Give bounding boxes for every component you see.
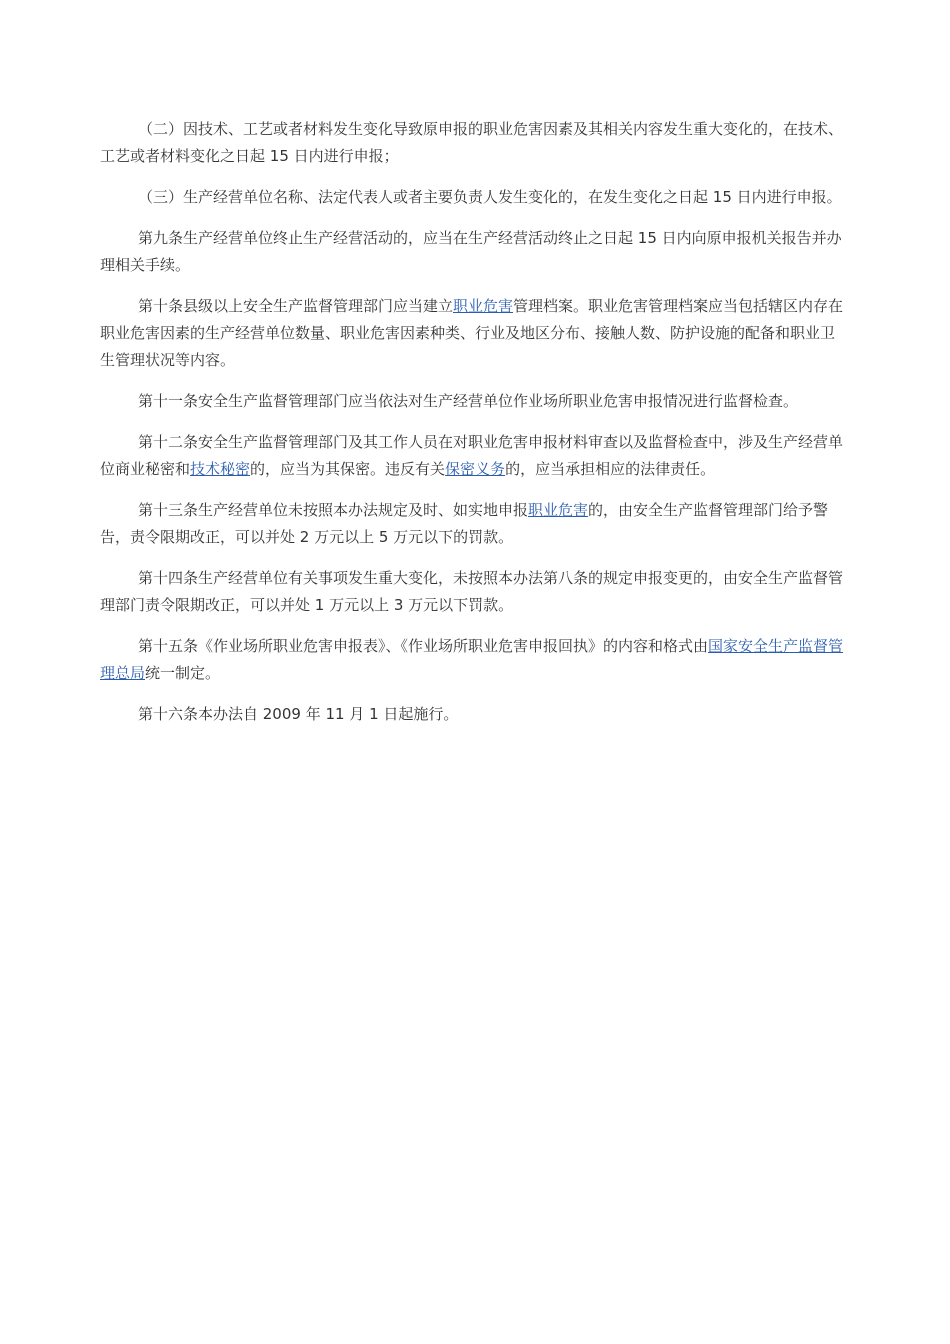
document-body (100, 116, 846, 742)
hyperlink[interactable]: 职业危害 (453, 297, 514, 315)
paragraph-text: 第十条县级以上安全生产监督管理部门应当建立 (138, 297, 454, 315)
paragraph-p1 (100, 116, 846, 170)
paragraph-p7 (100, 497, 846, 551)
paragraph-p6 (100, 429, 846, 483)
paragraph-text: 第十二条安全生产监督管理部门及其工作人员在对职业危害申报材料审查以及监督检查中，涉及生产经营单位商业秘密和 (100, 433, 844, 478)
paragraph-text: 第十六条本办法自 2009 年 11 月 1 日起施行。 (138, 705, 459, 723)
paragraph-text: 统一制定。 (145, 664, 221, 682)
paragraph-text: 第十三条生产经营单位未按照本办法规定及时、如实地申报 (138, 501, 529, 519)
paragraph-text: 第十五条《作业场所职业危害申报表》、《作业场所职业危害申报回执》的内容和格式由 (138, 637, 709, 655)
paragraph-text: 的，应当承担相应的法律责任。 (505, 460, 716, 478)
hyperlink[interactable]: 职业危害 (528, 501, 589, 519)
paragraph-text: 管理档案。职业危害管理档案应当包括辖区内存在职业危害因素的生产经营单位数量、职业危害因素种类、行业及地区分布、接触人数、防护设施的配备和职业卫生管理状况等内容。 (100, 297, 844, 369)
paragraph-p9 (100, 633, 846, 687)
paragraph-p10 (100, 701, 846, 728)
paragraph-text: 第十四条生产经营单位有关事项发生重大变化，未按照本办法第八条的规定申报变更的，由安全生产监督管理部门责令限期改正，可以并处 1 万元以上 3 万元以下罚款。 (100, 569, 844, 614)
paragraph-p4 (100, 293, 846, 374)
paragraph-p8 (100, 565, 846, 619)
paragraph-p3 (100, 225, 846, 279)
paragraph-text: 第十一条安全生产监督管理部门应当依法对生产经营单位作业场所职业危害申报情况进行监督检查。 (138, 392, 799, 410)
paragraph-text: （二）因技术、工艺或者材料发生变化导致原申报的职业危害因素及其相关内容发生重大变化的，在技术、工艺或者材料变化之日起 15 日内进行申报； (100, 120, 844, 165)
paragraph-text: （三）生产经营单位名称、法定代表人或者主要负责人发生变化的，在发生变化之日起 15 日内进行申报。 (138, 188, 842, 206)
hyperlink[interactable]: 国家安全生产监督管理总局 (100, 637, 844, 682)
hyperlink[interactable]: 保密义务 (445, 460, 506, 478)
paragraph-text: 的，由安全生产监督管理部门给予警告，责令限期改正，可以并处 2 万元以上 5 万元以下的罚款。 (100, 501, 829, 546)
paragraph-text: 第九条生产经营单位终止生产经营活动的，应当在生产经营活动终止之日起 15 日内向原申报机关报告并办理相关手续。 (100, 229, 842, 274)
paragraph-text: 的，应当为其保密。违反有关 (250, 460, 446, 478)
paragraph-p5 (100, 388, 846, 415)
paragraph-p2 (100, 184, 846, 211)
hyperlink[interactable]: 技术秘密 (190, 460, 251, 478)
